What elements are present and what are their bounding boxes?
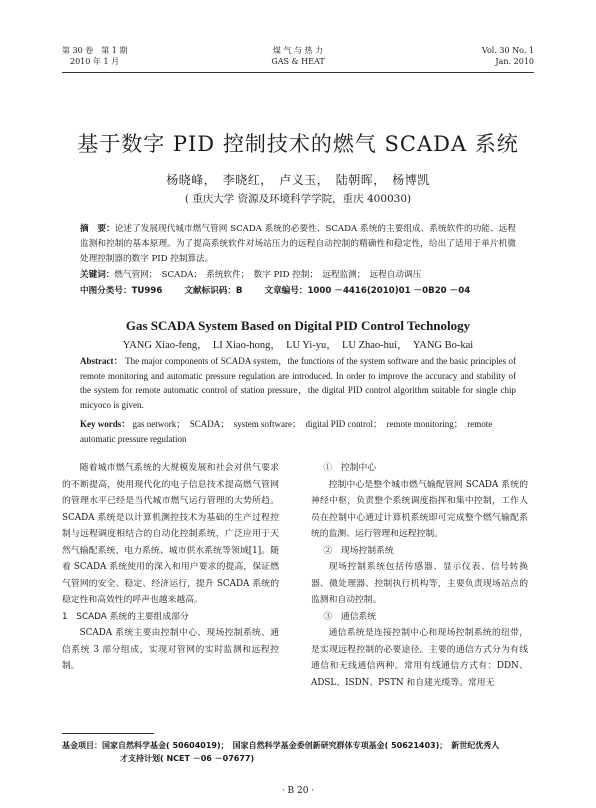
body-column-right bbox=[311, 460, 528, 691]
document-code: 文献标识码：B bbox=[184, 286, 243, 296]
item-communication-text: 通信系统是连接控制中心和现场控制系统的纽带，是实现远程控制的必要途径。主要的通信方式分为有线通信和无线通信两种。常用有线通信方式有：DDN、ADSL、ISDN、PSTN 和自建光缆等。常用无 bbox=[311, 628, 528, 688]
volume-issue-en: Vol. 30 No. 1 bbox=[481, 46, 534, 55]
item-control-center-title: ① 控制中心 bbox=[323, 463, 377, 473]
item-field-control-text: 现场控制系统包括传感器、显示仪表、信号转换器、微处理器、控制执行机构等，主要负责现场站点的监测和自动控制。 bbox=[311, 562, 528, 605]
classification-line bbox=[80, 284, 516, 299]
funding-line-1: 基金项目：国家自然科学基金( 50604019)； 国家自然科学基金委创新研究群体专项基金( 50621403)； 新世纪优秀人 bbox=[62, 741, 500, 750]
body-column-left bbox=[62, 460, 279, 675]
abstract-en bbox=[80, 354, 516, 412]
authors-cn: 杨晓峰， 李晓红， 卢义玉， 陆朝晖， 杨博凯 bbox=[166, 173, 430, 187]
article-number: 文章编号：1000 －4416(2010)01 －0B20 －04 bbox=[264, 286, 471, 296]
volume-issue-cn: 第 30 卷 第 1 期 bbox=[62, 46, 128, 55]
footnote-rule bbox=[62, 733, 154, 734]
journal-issue-en bbox=[482, 45, 534, 67]
item-field-control-title: ② 现场控制系统 bbox=[323, 545, 394, 556]
keywords-cn-label: 关键词： bbox=[80, 270, 115, 280]
funding-footnote bbox=[62, 739, 534, 765]
abstract-en-label: Abstract： bbox=[80, 356, 123, 366]
clc-number: 中图分类号：TU996 bbox=[80, 286, 163, 296]
journal-name-en: GAS & HEAT bbox=[271, 57, 325, 66]
section1-paragraph: SCADA 系统主要由控制中心、现场控制系统、通信系统 3 部分组成，实现对管网的实时监测和远程控制。 bbox=[62, 628, 279, 671]
header-rule bbox=[62, 72, 534, 73]
keywords-en-text: gas network； SCADA； system software； digital PID control； remote monitoring； remote automatic pressure regulation bbox=[80, 419, 493, 444]
abstract-cn-label: 摘 要： bbox=[80, 224, 115, 234]
paper-title-cn: 基于数字 PID 控制技术的燃气 SCADA 系统 bbox=[77, 132, 519, 156]
intro-paragraph: 随着城市燃气系统的大规模发展和社会对供气要求的不断提高，使用现代化的电子信息技术提高燃气管网的管理水平已经是当代城市燃气运行管理的大势所趋。SCADA 系统是以计算机测控技术为基础的生产过程控制与远程调度相结合的自动化控制系统，广泛应用于天然气输配系统、电力系统、城市供水系统等领域[1]。随着 SCADA 系统使用的深入和用户要求的提高，保证燃气管网的安全、稳定、经济运行，提升 SCADA 系统的稳定性和高效性的呼声也越来越高。 bbox=[62, 463, 279, 605]
item-control-center-text: 控制中心是整个城市燃气输配管网 SCADA 系统的神经中枢，负责整个系统调度指挥和集中控制，工作人员在控制中心通过计算机系统即可完成整个燃气输配系统的监测、运行管理和远程控制。 bbox=[311, 479, 528, 539]
abstract-en-text: The major components of SCADA system，the functions of the system software and the basic principles of remote monitoring and automatic pressure regulation are introduced. In order to improve the accuracy and stability of the system for remote automatic control of station pressure，the digital PID control algorithm suitable for single chip micyoco is given. bbox=[80, 356, 516, 410]
date-en: Jan. 2010 bbox=[495, 57, 534, 66]
abstract-cn-text: 论述了发展现代城市燃气管网 SCADA 系统的必要性、SCADA 系统的主要组成、系统软件的功能、远程监测和控制的基本原理。为了提高系统软件对场站压力的远程自动控制的精确性和稳定性，给出了适用于单片机微处理控制器的数字 PID 控制算法。 bbox=[80, 224, 516, 264]
keywords-en bbox=[80, 417, 516, 446]
funding-line-2: 才支持计划( NCET －06 －07677) bbox=[120, 754, 255, 763]
keywords-en-label: Key words： bbox=[80, 419, 131, 429]
affiliation-cn: ( 重庆大学 资源及环境科学学院，重庆 400030) bbox=[184, 193, 412, 205]
section-heading-1: 1 SCADA 系统的主要组成部分 bbox=[62, 611, 189, 622]
journal-name-cn: 煤 气 与 热 力 bbox=[272, 46, 324, 55]
paper-title-en: Gas SCADA System Based on Digital PID Control Technology bbox=[125, 318, 471, 333]
page-number: · B 20 · bbox=[281, 786, 315, 796]
item-communication-title: ③ 通信系统 bbox=[323, 611, 377, 622]
keywords-cn-text: 燃气管网； SCADA； 系统软件； 数字 PID 控制； 远程监测； 远程自动调压 bbox=[114, 270, 422, 280]
abstract-cn bbox=[80, 222, 516, 267]
keywords-cn bbox=[80, 268, 516, 283]
date-cn: 2010 年 1 月 bbox=[70, 57, 120, 66]
authors-en: YANG Xiao-feng， LI Xiao-hong， LU Yi-yu， LU Zhao-hui， YANG Bo-kai bbox=[122, 340, 474, 351]
